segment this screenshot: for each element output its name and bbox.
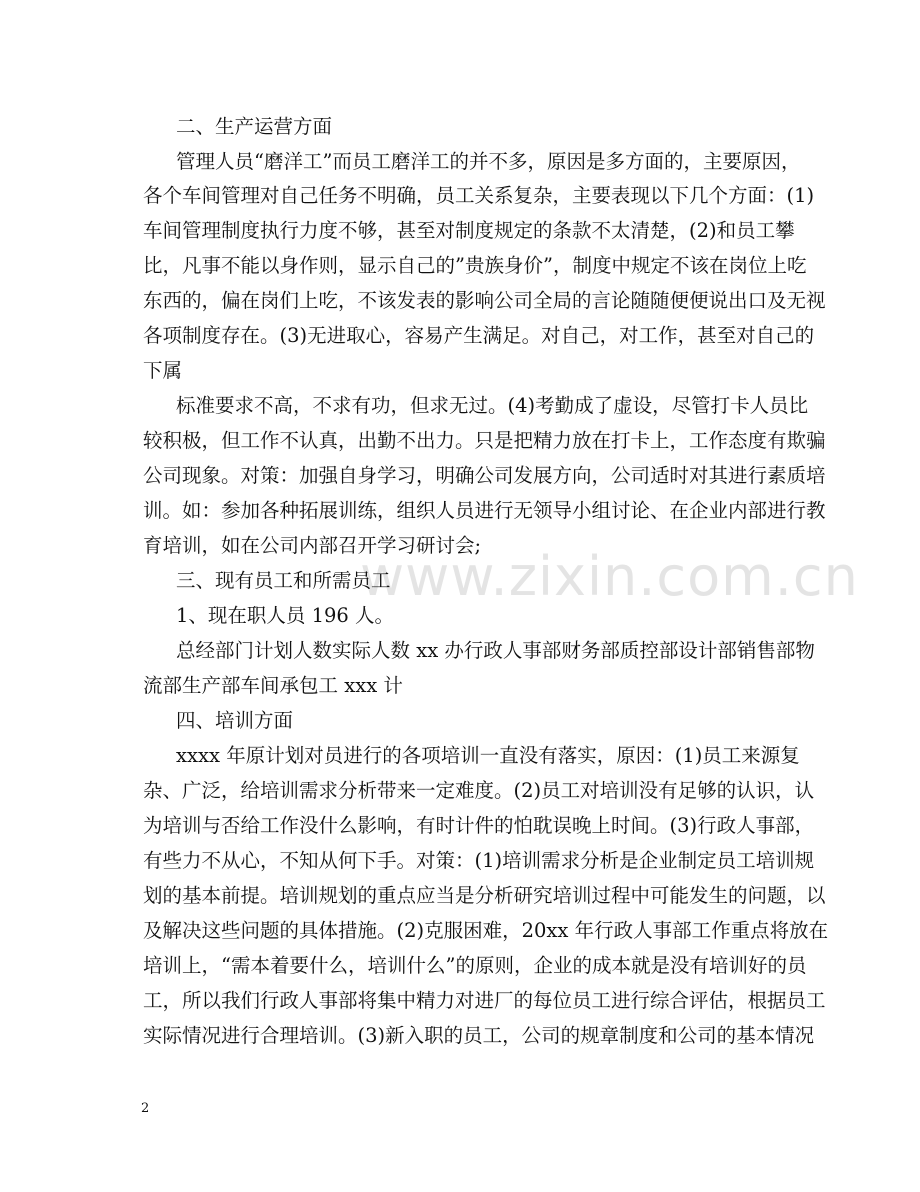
paragraph-line: 下属 xyxy=(143,359,183,382)
paragraph-line: 划的基本前提。培训规划的重点应当是分析研究培训过程中可能发生的问题，以 xyxy=(143,884,826,907)
paragraph-line: 及解决这些问题的具体措施。(2)克服困难，20xx 年行政人事部工作重点将放在 xyxy=(143,919,829,942)
paragraph-line: 管理人员“磨洋工”而员工磨洋工的并不多，原因是多方面的，主要原因， xyxy=(176,150,801,173)
paragraph-line: 各个车间管理对自己任务不明确，员工关系复杂，主要表现以下几个方面：(1) xyxy=(143,184,815,207)
section-heading-production: 二、生产运营方面 xyxy=(176,115,333,138)
paragraph-line: 车间管理制度执行力度不够，甚至对制度规定的条款不太清楚，(2)和员工攀 xyxy=(143,219,795,242)
watermark: www.zixin.com.cn xyxy=(360,545,859,608)
section-heading-training: 四、培训方面 xyxy=(176,709,294,732)
paragraph-line: 培训上，“需本着要什么，培训什么”的原则，企业的成本就是没有培训好的员 xyxy=(143,954,807,977)
paragraph-line: 公司现象。对策：加强自身学习，明确公司发展方向，公司适时对其进行素质培 xyxy=(143,464,826,487)
paragraph-line: 育培训，如在公司内部召开学习研讨会; xyxy=(143,534,482,557)
section-heading-staff: 三、现有员工和所需员工 xyxy=(176,569,391,592)
paragraph-line: 1、现在职人员 196 人。 xyxy=(176,604,395,627)
paragraph-line: xxxx 年原计划对员进行的各项培训一直没有落实，原因：(1)员工来源复 xyxy=(176,744,800,767)
paragraph-line: 工，所以我们行政人事部将集中精力对进厂的每位员工进行综合评估，根据员工 xyxy=(143,989,826,1012)
paragraph-line: 比，凡事不能以身作则，显示自己的”贵族身价”，制度中规定不该在岗位上吃 xyxy=(143,254,807,277)
paragraph-line: 训。如：参加各种拓展训练，组织人员进行无领导小组讨论、在企业内部进行教 xyxy=(143,499,826,522)
paragraph-line: 东西的，偏在岗们上吃，不该发表的影响公司全局的言论随随便便说出口及无视 xyxy=(143,289,826,312)
paragraph-line: 有些力不从心，不知从何下手。对策：(1)培训需求分析是企业制定员工培训规 xyxy=(143,849,815,872)
paragraph-line: 总经部门计划人数实际人数 xx 办行政人事部财务部质控部设计部销售部物 xyxy=(176,639,815,662)
paragraph-line: 为培训与否给工作没什么影响，有时计件的怕耽误晚上时间。(3)行政人事部， xyxy=(143,814,815,837)
paragraph-line: 较积极，但工作不认真，出勤不出力。只是把精力放在打卡上，工作态度有欺骗 xyxy=(143,429,826,452)
paragraph-line: 标准要求不高，不求有功，但求无过。(4)考勤成了虚设，尽管打卡人员比 xyxy=(176,394,809,417)
paragraph-line: 各项制度存在。(3)无进取心，容易产生满足。对自己，对工作，甚至对自己的 xyxy=(143,324,815,347)
paragraph-line: 流部生产部车间承包工 xxx 计 xyxy=(143,674,403,697)
paragraph-line: 杂、广泛，给培训需求分析带来一定难度。(2)员工对培训没有足够的认识，认 xyxy=(143,779,815,802)
paragraph-line: 实际情况进行合理培训。(3)新入职的员工，公司的规章制度和公司的基本情况 xyxy=(143,1024,815,1047)
page-number: 2 xyxy=(141,1101,150,1116)
